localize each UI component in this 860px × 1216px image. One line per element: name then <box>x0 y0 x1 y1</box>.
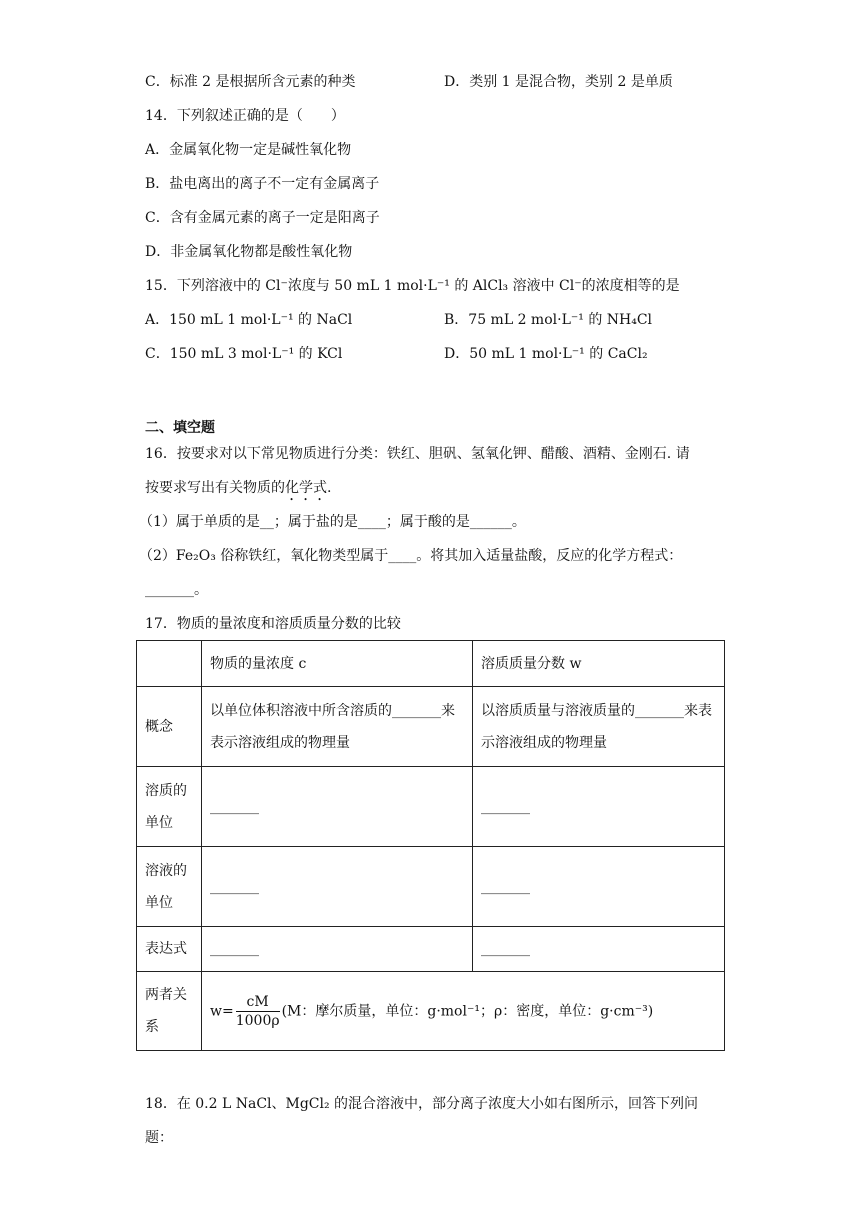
header-cell-empty <box>137 641 202 687</box>
q16-sub2-continued: _______。 <box>145 582 208 598</box>
cell-concept-c: 以单位体积溶液中所含溶质的_______来表示溶液组成的物理量 <box>202 687 473 767</box>
formula-fraction <box>236 993 280 1030</box>
row-label-concept: 概念 <box>137 687 202 767</box>
section-title: 二、填空题 <box>145 420 215 436</box>
row-label-relation: 两者关系 <box>137 972 202 1051</box>
q16-sub2: （2）Fe₂O₃ 俗称铁红，氧化物类型属于____。将其加入适量盐酸，反应的化学方程式： <box>139 548 683 564</box>
cell-expression-w: _______ <box>473 927 725 972</box>
q14-stem: 14．下列叙述正确的是（ ） <box>145 108 345 124</box>
cell-solution-unit-c: _______ <box>202 847 473 927</box>
table-header-row <box>137 641 725 687</box>
cell-solution-unit-w: _______ <box>473 847 725 927</box>
q13-option-d: D．类别 1 是混合物，类别 2 是单质 <box>444 74 673 90</box>
row-label-solute-unit: 溶质的单位 <box>137 767 202 847</box>
table-row <box>137 767 725 847</box>
q18-stem-line1: 18．在 0.2 L NaCl、MgCl₂ 的混合溶液中，部分离子浓度大小如右图所示，回答下列问 <box>145 1096 699 1112</box>
q13-option-c: C．标准 2 是根据所含元素的种类 <box>145 74 356 90</box>
cell-solute-unit-c: _______ <box>202 767 473 847</box>
table-row-relation <box>137 972 725 1051</box>
q15-option-c: C．150 mL 3 mol·L⁻¹ 的 KCl <box>145 346 343 362</box>
table-row <box>137 687 725 767</box>
q15-stem: 15．下列溶液中的 Cl⁻浓度与 50 mL 1 mol·L⁻¹ 的 AlCl₃ 溶液中 Cl⁻的浓度相等的是 <box>145 278 680 294</box>
formula-note: (M：摩尔质量，单位：g·mol⁻¹；ρ：密度，单位：g·cm⁻³) <box>281 1003 654 1019</box>
table-row <box>137 927 725 972</box>
formula-denominator: 1000ρ <box>235 1012 280 1029</box>
q14-option-b: B．盐电离出的离子不一定有金属离子 <box>145 176 380 192</box>
cell-expression-c: _______ <box>202 927 473 972</box>
q15-option-d: D．50 mL 1 mol·L⁻¹ 的 CaCl₂ <box>444 346 648 362</box>
header-cell-molarity: 物质的量浓度 c <box>202 641 473 687</box>
header-cell-mass-fraction: 溶质质量分数 w <box>473 641 725 687</box>
cell-solute-unit-w: _______ <box>473 767 725 847</box>
q16-stem-line2 <box>145 478 331 504</box>
cell-concept-w: 以溶质质量与溶液质量的_______来表示溶液组成的物理量 <box>473 687 725 767</box>
table-row <box>137 847 725 927</box>
q14-option-a: A．金属氧化物一定是碱性氧化物 <box>145 142 352 158</box>
formula-numerator: cM <box>236 993 280 1012</box>
row-label-solution-unit: 溶液的单位 <box>137 847 202 927</box>
q16-line2-prefix: 按要求写出有关物质的 <box>145 480 285 496</box>
q17-stem: 17．物质的量浓度和溶质质量分数的比较 <box>145 616 401 632</box>
q15-option-b: B．75 mL 2 mol·L⁻¹ 的 NH₄Cl <box>444 312 653 328</box>
q18-stem-line2: 题： <box>145 1130 173 1146</box>
q15-option-a: A．150 mL 1 mol·L⁻¹ 的 NaCl <box>145 312 353 328</box>
comparison-table <box>136 640 725 1051</box>
formula-prefix: w= <box>210 1003 234 1019</box>
q16-line2-suffix: . <box>327 480 332 496</box>
q14-option-d: D．非金属氧化物都是酸性氧化物 <box>145 244 353 260</box>
q14-option-c: C．含有金属元素的离子一定是阳离子 <box>145 210 380 226</box>
cell-relation-formula <box>202 972 725 1051</box>
q16-emphasis-chemical-formula: 化学式 <box>285 480 327 496</box>
q16-stem-line1: 16．按要求对以下常见物质进行分类：铁红、胆矾、氢氧化钾、醋酸、酒精、金刚石. 请 <box>145 446 690 462</box>
row-label-expression: 表达式 <box>137 927 202 972</box>
q16-sub1: （1）属于单质的是__；属于盐的是____；属于酸的是______。 <box>139 514 526 530</box>
